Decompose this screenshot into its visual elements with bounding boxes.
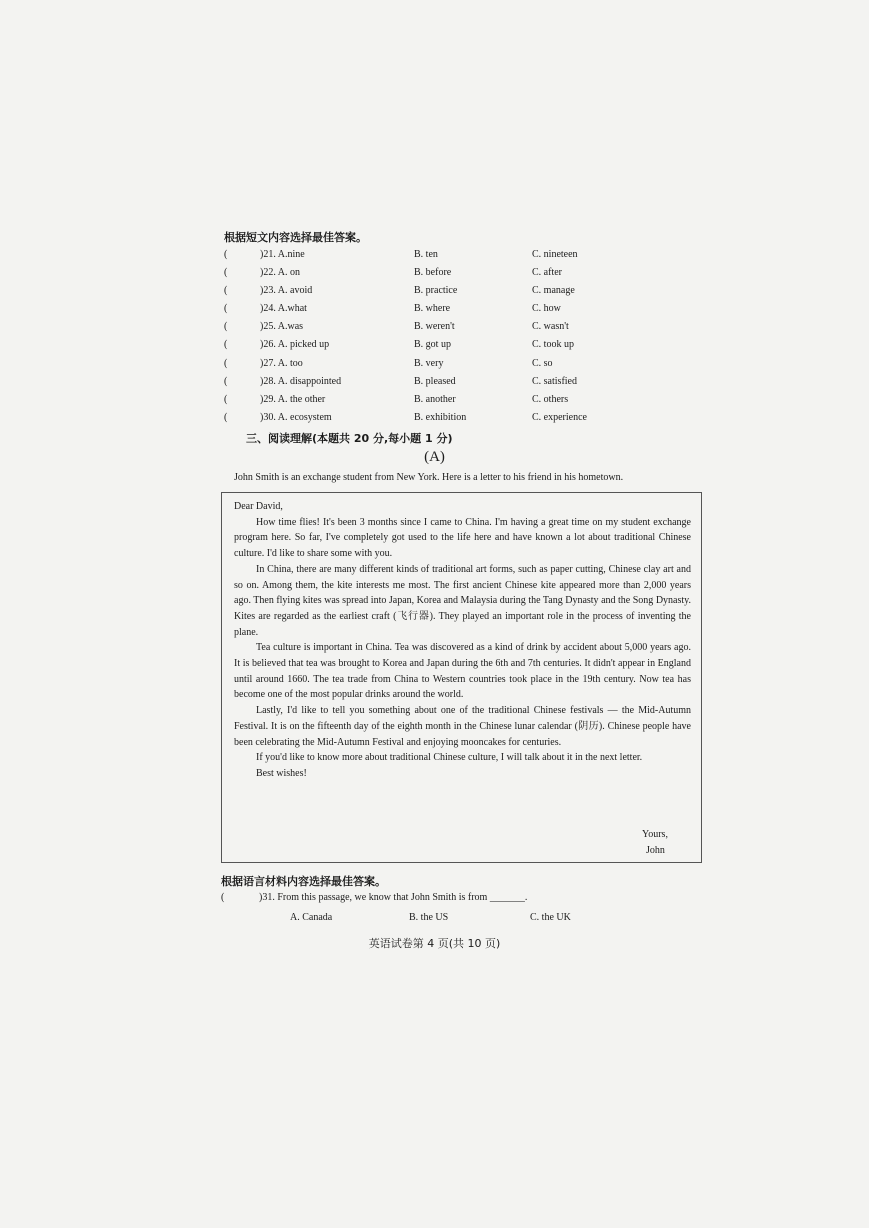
letter-signature: John xyxy=(646,845,665,856)
option-c: C. others xyxy=(532,394,569,405)
option-b: B. pleased xyxy=(414,376,456,387)
answer-paren: ( xyxy=(224,358,228,369)
letter-paragraph: In China, there are many different kinds of traditional art forms, such as paper cutting, Chinese clay art and so on. Among them, the kite interests me most. The first ancient Chinese kite appeared more than 2,000 years ago. Then flying kites was spread into Japan, Korea and Malaysia during the Tang Dynasty and the Song Dynasty. Kites are regarded as the earliest craft (飞行器). They played an important role in the process of inventing the plane. xyxy=(234,563,691,638)
letter-box xyxy=(221,492,702,863)
answer-paren: ( xyxy=(224,249,228,260)
option-a: )23. A. avoid xyxy=(260,285,313,296)
question-row-26 xyxy=(224,339,644,355)
page-footer: 英语试卷第 4 页(共 10 页) xyxy=(368,937,501,950)
answer-paren: ( xyxy=(224,394,228,405)
option-a: )26. A. picked up xyxy=(260,339,330,350)
option-b: B. the US xyxy=(409,912,449,923)
letter-paragraph: How time flies! It's been 3 months since I came to China. I'm having a great time on my student exchange program here. So far, I've completely got used to the life here and have known a lot about traditional Chinese culture. I'd like to share some with you. xyxy=(234,516,691,560)
question-row-27 xyxy=(224,358,644,374)
letter-yours: Yours, xyxy=(642,829,668,840)
answer-paren: ( xyxy=(224,267,228,278)
option-b: B. got up xyxy=(414,339,451,350)
question-row-24 xyxy=(224,303,644,319)
option-b: B. practice xyxy=(414,285,458,296)
option-a: )21. A.nine xyxy=(260,249,305,260)
option-b: B. another xyxy=(414,394,456,405)
letter-paragraph: If you'd like to know more about traditional Chinese culture, I will talk about it in the next letter. xyxy=(256,752,643,764)
question-row-21 xyxy=(224,249,644,265)
option-a: )29. A. the other xyxy=(260,394,326,405)
option-a: A. Canada xyxy=(290,912,333,923)
option-b: B. where xyxy=(414,303,451,314)
cloze-instruction: 根据短文内容选择最佳答案。 xyxy=(224,231,367,244)
letter-closing: Best wishes! xyxy=(256,767,307,779)
question-row-23 xyxy=(224,285,644,301)
option-b: B. weren't xyxy=(414,321,455,332)
answer-paren: ( xyxy=(224,339,228,350)
option-c: C. satisfied xyxy=(532,376,577,387)
question-31-text: )31. From this passage, we know that John Smith is from _______. xyxy=(259,892,528,903)
option-a: )28. A. disappointed xyxy=(260,376,342,387)
letter-paragraph: Lastly, I'd like to tell you something about one of the traditional Chinese festivals — the Mid-Autumn Festival. It is on the fifteenth day of the eighth month in the Chinese lunar calendar (阴历). Chinese people have been celebrating the Mid-Autumn Festival and enjoying mooncakes for centuries. xyxy=(234,705,691,748)
answer-paren: ( xyxy=(224,303,228,314)
reading-section-title: 三、阅读理解(本题共 20 分,每小题 1 分) xyxy=(246,432,453,445)
letter-salutation: Dear David, xyxy=(234,501,283,512)
answer-paren: ( xyxy=(221,892,225,903)
answer-paren: ( xyxy=(224,321,228,332)
letter-paragraph: Tea culture is important in China. Tea was discovered as a kind of drink by accident about 5,000 years ago. It is believed that tea was brought to Korea and Japan during the 6th and 7th centuries. It didn't appear in England until around 1660. The tea trade from China to Western countries took place in the 19th century. Now tea has become one of the most popular drinks around the world. xyxy=(234,642,691,701)
option-a: )27. A. too xyxy=(260,358,303,369)
option-c: C. so xyxy=(532,358,553,369)
option-b: B. before xyxy=(414,267,452,278)
question-row-28 xyxy=(224,376,644,392)
question-row-25 xyxy=(224,321,644,337)
option-c: C. nineteen xyxy=(532,249,578,260)
option-c: C. experience xyxy=(532,412,587,423)
option-a: )30. A. ecosystem xyxy=(260,412,332,423)
option-c: C. how xyxy=(532,303,561,314)
option-b: B. exhibition xyxy=(414,412,467,423)
option-b: B. very xyxy=(414,358,444,369)
question-row-22 xyxy=(224,267,644,283)
reading-instruction: 根据语言材料内容选择最佳答案。 xyxy=(221,875,386,888)
answer-paren: ( xyxy=(224,376,228,387)
option-a: )24. A.what xyxy=(260,303,307,314)
passage-label: (A) xyxy=(424,449,445,465)
option-b: B. ten xyxy=(414,249,438,260)
letter-body xyxy=(234,499,691,782)
answer-paren: ( xyxy=(224,412,228,423)
option-c: C. wasn't xyxy=(532,321,569,332)
answer-paren: ( xyxy=(224,285,228,296)
option-c: C. after xyxy=(532,267,562,278)
passage-intro: John Smith is an exchange student from New York. Here is a letter to his friend in his hometown. xyxy=(234,472,624,483)
option-a: )22. A. on xyxy=(260,267,300,278)
option-c: C. took up xyxy=(532,339,574,350)
option-c: C. manage xyxy=(532,285,575,296)
question-row-29 xyxy=(224,394,644,410)
option-c: C. the UK xyxy=(530,912,571,923)
option-a: )25. A.was xyxy=(260,321,304,332)
question-row-30 xyxy=(224,412,644,428)
